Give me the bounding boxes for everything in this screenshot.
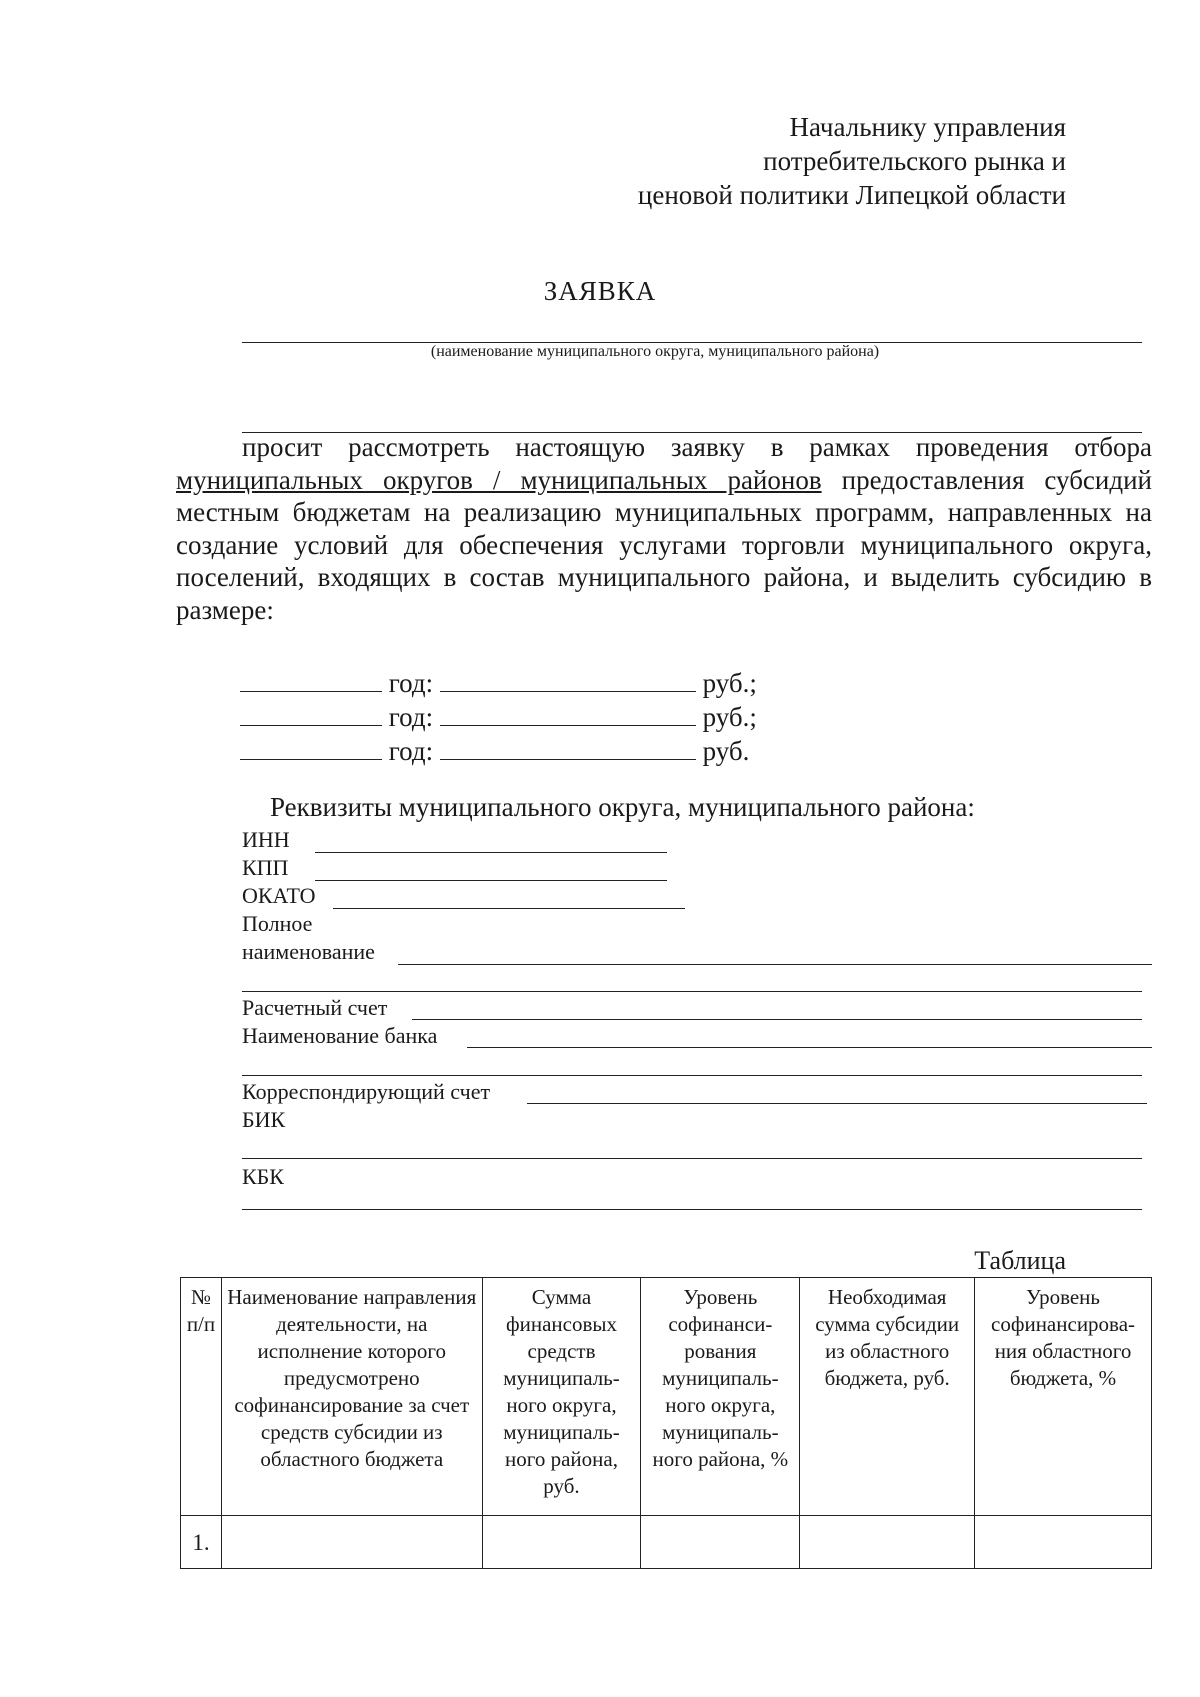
year-field[interactable] xyxy=(240,703,382,726)
kpp-field[interactable] xyxy=(315,880,667,881)
addressee-line: Начальнику управления xyxy=(789,112,1066,142)
account-label: Расчетный счет xyxy=(242,995,388,1020)
row-number-cell: 1. xyxy=(181,1516,222,1569)
bank-field[interactable] xyxy=(467,1047,1152,1048)
year-amount-row xyxy=(240,702,757,733)
okato-label: ОКАТО xyxy=(242,883,316,908)
bank-field-2[interactable] xyxy=(242,1075,1142,1076)
table-header-cell: Сумма финансовых средств муниципаль-ного округа, муниципаль-ного района, руб. xyxy=(482,1278,641,1516)
document-title: ЗАЯВКА xyxy=(543,276,657,306)
request-text: просит рассмотреть настоящую заявку в рамках проведения отбора xyxy=(242,432,1152,462)
table-header-cell: Уровень софинансирова-ния областного бюджета, % xyxy=(975,1278,1152,1516)
year-field[interactable] xyxy=(240,737,382,760)
activity-name-cell[interactable] xyxy=(221,1516,482,1569)
kbk-label: КБК xyxy=(242,1164,284,1189)
corr-account-label: Корреспондирующий счет xyxy=(242,1079,491,1104)
rub-label: руб.; xyxy=(702,668,757,698)
year-label: год: xyxy=(388,736,434,766)
year-label: год: xyxy=(388,668,434,698)
rub-label: руб.; xyxy=(702,702,757,732)
full-name-label-line1: Полное xyxy=(242,911,313,936)
year-field[interactable] xyxy=(240,669,382,692)
subsidy-table xyxy=(180,1277,1152,1569)
inn-label: ИНН xyxy=(242,827,290,852)
bank-label: Наименование банка xyxy=(242,1023,438,1048)
bik-label: БИК xyxy=(242,1107,286,1132)
rub-label: руб. xyxy=(702,736,750,766)
request-paragraph xyxy=(176,431,1152,626)
table-header-cell: Наименование направления деятельности, на исполнение которого предусмотрено софинансирование за счет средств субсидии из областного бюджета xyxy=(221,1278,482,1516)
regional-subsidy-cell[interactable] xyxy=(800,1516,975,1569)
municipal-level-cell[interactable] xyxy=(641,1516,800,1569)
municipality-caption: (наименование муниципального округа, муниципального района) xyxy=(430,343,880,360)
table-caption: Таблица xyxy=(974,1246,1066,1275)
corr-account-field[interactable] xyxy=(527,1103,1147,1104)
full-name-field[interactable] xyxy=(398,964,1152,965)
table-header-cell: Необходимая сумма субсидии из областного бюджета, руб. xyxy=(800,1278,975,1516)
municipal-sum-cell[interactable] xyxy=(482,1516,641,1569)
year-amount-row xyxy=(240,668,757,699)
kbk-field[interactable] xyxy=(242,1209,1142,1210)
full-name-label-line2: наименование xyxy=(242,939,375,964)
table-header-row xyxy=(181,1278,1152,1516)
request-text-rest: предоставления субсидий местным бюджетам на реализацию муниципальных программ, направленных на создание условий для обеспечения услугами торговли муниципального округа, поселений, входящих в состав муниципального района, и выделить субсидию в размере: xyxy=(176,464,1152,625)
year-amount-row xyxy=(240,736,749,767)
regional-level-cell[interactable] xyxy=(975,1516,1152,1569)
amount-field[interactable] xyxy=(440,669,696,692)
okato-field[interactable] xyxy=(333,908,685,909)
kpp-label: КПП xyxy=(242,855,289,880)
amount-field[interactable] xyxy=(440,703,696,726)
table-header-cell: № п/п xyxy=(181,1278,222,1516)
bik-field[interactable] xyxy=(242,1158,1142,1159)
full-name-field-2[interactable] xyxy=(242,991,1142,992)
request-underlined-text: муниципальных округов / муниципальных районов xyxy=(176,464,822,495)
addressee-line: ценовой политики Липецкой области xyxy=(637,180,1066,210)
inn-field[interactable] xyxy=(315,852,667,853)
account-field[interactable] xyxy=(412,1019,1142,1020)
addressee-line: потребительского рынка и xyxy=(763,146,1066,176)
requisites-title: Реквизиты муниципального округа, муниципального района: xyxy=(270,792,975,822)
addressee-block xyxy=(638,110,1066,212)
amount-field[interactable] xyxy=(440,737,696,760)
table-header-cell: Уровень софинанси-рования муниципаль-ного округа, муниципаль-ного района, % xyxy=(641,1278,800,1516)
year-label: год: xyxy=(388,702,434,732)
table-row xyxy=(181,1516,1152,1569)
